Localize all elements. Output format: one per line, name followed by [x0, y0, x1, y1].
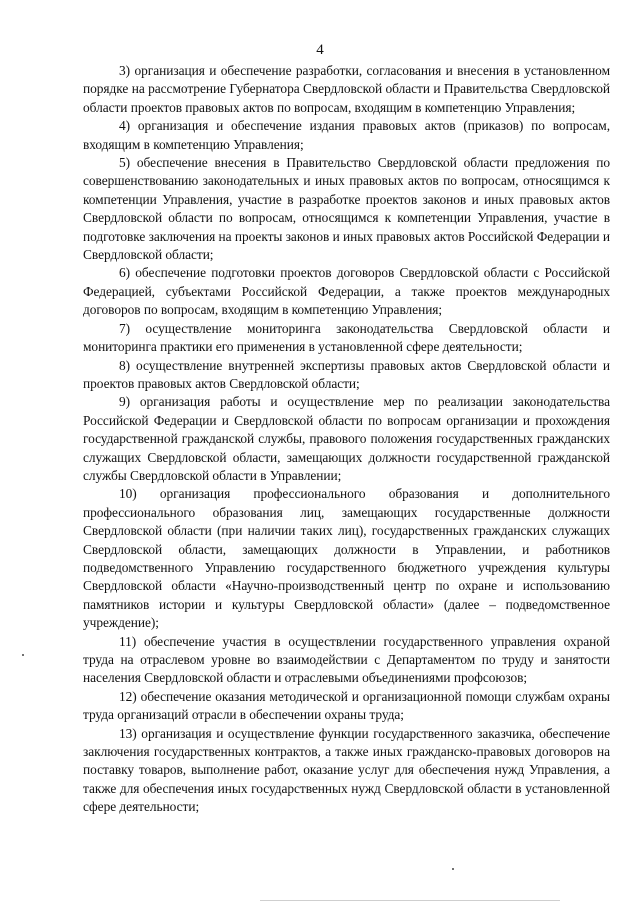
paragraph-item-11: 11) обеспечение участия в осуществлении государственного управления охраной труда на отраслевом уровне во взаимодействии с Департаментом по труду и занятости населения Свердловской области и отраслевыми объединениями профсоюзов; — [83, 633, 610, 686]
paragraph-item-12: 12) обеспечение оказания методической и организационной помощи службам охраны труда организаций отрасли в обеспечении охраны труда; — [83, 688, 610, 723]
paragraph-item-13: 13) организация и осуществление функции государственного заказчика, обеспечение заключения государственных контрактов, а также иных гражданско-правовых договоров на поставку товаров, выполнение работ, оказание услуг для обеспечения нужд Управления, а также для обеспечения иных государственных нужд Свердловской области в установленной сфере деятельности; — [83, 725, 610, 815]
paragraph-item-7: 7) осуществление мониторинга законодательства Свердловской области и мониторинга практики его применения в установленной сфере деятельности; — [83, 320, 610, 355]
paragraph-item-4: 4) организация и обеспечение издания правовых актов (приказов) по вопросам, входящим в компетенцию Управления; — [83, 118, 610, 152]
scan-speck — [452, 868, 454, 870]
document-body — [83, 62, 610, 817]
paragraph-item-5: 5) обеспечение внесения в Правительство Свердловской области предложения по совершенствованию законодательных и иных правовых актов по вопросам, относящимся к компетенции Управления, участие в разработке проектов законов и иных правовых актов Свердловской области по вопросам, относящимся к компетенции Управления, участие в подготовке заключения на проекты законов и иных правовых актов Российской Федерации и Свердловской области; — [83, 155, 610, 263]
paragraph-item-8: 8) осуществление внутренней экспертизы правовых актов Свердловской области и проектов правовых актов Свердловской области; — [83, 357, 610, 391]
paragraph-item-6: 6) обеспечение подготовки проектов договоров Свердловской области с Российской Федерацией, субъектами Российской Федерации, а также проектов международных договоров по вопросам, входящим в компетенцию Управления; — [83, 265, 610, 318]
paragraph-item-9: 9) организация работы и осуществление мер по реализации законодательства Российской Федерации и Свердловской области по вопросам организации и прохождения государственной гражданской службы, правового положения государственных гражданских служащих Свердловской области, замещающих должности государственной гражданской службы Свердловской области в Управлении; — [83, 394, 610, 483]
scan-edge-line — [260, 900, 560, 901]
paragraph-item-10: 10) организация профессионального образования и дополнительного профессионального образования лиц, замещающих государственные должности Свердловской области (при наличии таких лиц), государственных гражданских служащих Свердловской области, замещающих должности в Управлении, и работников подведомственного Управлению государственного бюджетного учреждения культуры Свердловской области «Научно-производственный центр по охране и использованию памятников истории и культуры Свердловской области» (далее – подведомственное учреждение); — [83, 486, 610, 631]
scan-speck — [22, 654, 24, 656]
page-number: 4 — [316, 42, 324, 58]
paragraph-item-3: 3) организация и обеспечение разработки, согласования и внесения в установленном порядке на рассмотрение Губернатора Свердловской области и Правительства Свердловской области проектов правовых актов по вопросам, входящим в компетенцию Управления; — [83, 63, 610, 115]
